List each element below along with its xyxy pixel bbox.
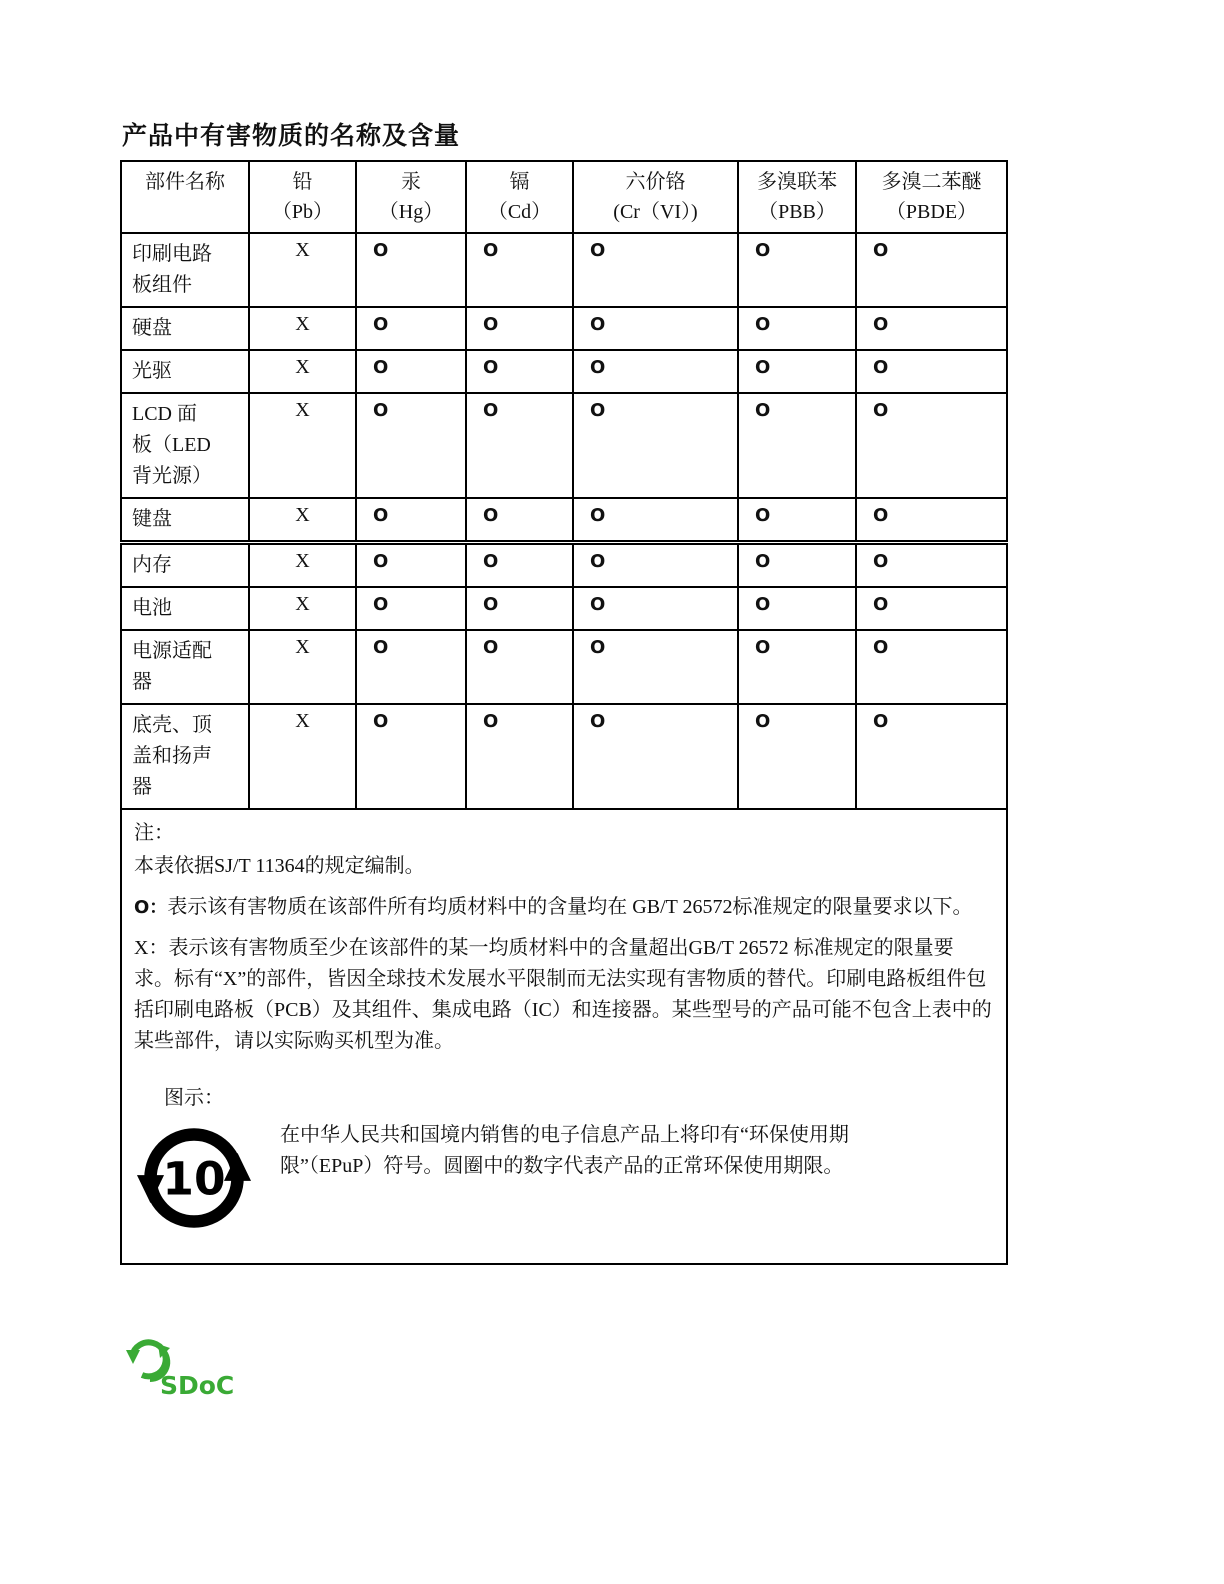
hazardous-substances-table [120, 160, 1008, 1265]
substance-value-o: O [573, 587, 738, 630]
notes-label: 注： [134, 822, 174, 844]
substance-value-x: X [249, 307, 356, 350]
table-header-row [121, 161, 1007, 233]
table-row [121, 498, 1007, 543]
substance-value-o: O [356, 587, 466, 630]
column-header: 汞 （Hg） [356, 161, 466, 233]
substance-value-o: O [573, 393, 738, 498]
substance-value-o: O [573, 630, 738, 704]
substance-value-o: O [466, 233, 573, 307]
substance-value-o: O [738, 498, 856, 543]
substance-value-o: O [356, 307, 466, 350]
substance-value-x: X [249, 233, 356, 307]
substance-value-o: O [856, 587, 1007, 630]
component-name: LCD 面板（LED 背光源） [121, 393, 249, 498]
substance-value-o: O [856, 393, 1007, 498]
substance-value-o: O [356, 393, 466, 498]
substance-value-o: O [738, 307, 856, 350]
column-header: 六价铬 (Cr（VI）) [573, 161, 738, 233]
substance-value-o: O [573, 233, 738, 307]
substance-value-o: O [573, 307, 738, 350]
substance-value-o: O [738, 233, 856, 307]
substance-value-o: O [573, 704, 738, 809]
substance-value-x: X [249, 393, 356, 498]
substance-value-o: O [738, 350, 856, 393]
substance-value-o: O [466, 350, 573, 393]
component-name: 底壳、顶盖和扬声器 [121, 704, 249, 809]
table-row [121, 704, 1007, 809]
epup-legend [136, 1118, 992, 1241]
component-name: 内存 [121, 543, 249, 588]
substance-value-o: O [738, 393, 856, 498]
substance-value-o: O [356, 630, 466, 704]
epup-logo-icon [136, 1120, 252, 1241]
o-definition [134, 892, 992, 923]
substance-value-o: O [856, 350, 1007, 393]
substance-value-o: O [738, 630, 856, 704]
substance-value-o: O [356, 233, 466, 307]
substance-value-o: O [466, 498, 573, 543]
component-name: 印刷电路板组件 [121, 233, 249, 307]
substance-value-o: O [856, 307, 1007, 350]
epup-number: 10 [162, 1152, 226, 1206]
substance-value-o: O [738, 543, 856, 588]
table-row [121, 543, 1007, 588]
substance-value-o: O [573, 498, 738, 543]
column-header: 铅 （Pb） [249, 161, 356, 233]
substance-value-o: O [356, 704, 466, 809]
substance-value-x: X [249, 543, 356, 588]
substance-value-x: X [249, 630, 356, 704]
substance-value-o: O [356, 498, 466, 543]
substance-value-o: O [573, 350, 738, 393]
page-title: 产品中有害物质的名称及含量 [122, 123, 461, 150]
substance-value-x: X [249, 350, 356, 393]
substance-value-o: O [466, 630, 573, 704]
notes-basis: 本表依据SJ/T 11364的规定编制。 [134, 855, 425, 877]
substance-value-o: O [466, 543, 573, 588]
substance-value-o: O [856, 498, 1007, 543]
x-definition [134, 933, 992, 1057]
table-row [121, 350, 1007, 393]
x-marker: X： [134, 937, 169, 959]
substance-value-o: O [356, 350, 466, 393]
component-name: 光驱 [121, 350, 249, 393]
o-marker: O： [134, 897, 168, 918]
table-row [121, 587, 1007, 630]
substance-value-x: X [249, 498, 356, 543]
notes-cell [121, 809, 1007, 1264]
table-row [121, 630, 1007, 704]
substance-value-o: O [856, 630, 1007, 704]
substance-value-o: O [466, 393, 573, 498]
notes-section [134, 818, 992, 1241]
substance-value-o: O [466, 307, 573, 350]
column-header: 多溴联苯 （PBB） [738, 161, 856, 233]
table-row [121, 393, 1007, 498]
component-name: 电源适配器 [121, 630, 249, 704]
o-definition-text: 表示该有害物质在该部件所有均质材料中的含量均在 GB/T 26572标准规定的限量要求以下。 [167, 896, 973, 918]
substance-value-o: O [856, 543, 1007, 588]
component-name: 电池 [121, 587, 249, 630]
substance-value-o: O [466, 587, 573, 630]
substance-value-o: O [738, 704, 856, 809]
substance-value-o: O [356, 543, 466, 588]
substance-value-o: O [856, 704, 1007, 809]
legend-label: 图示： [164, 1087, 224, 1109]
component-name: 硬盘 [121, 307, 249, 350]
column-header: 多溴二苯醚 （PBDE） [856, 161, 1007, 233]
column-header: 镉 （Cd） [466, 161, 573, 233]
substance-value-x: X [249, 704, 356, 809]
x-definition-text: 表示该有害物质至少在该部件的某一均质材料中的含量超出GB/T 26572 标准规定的限量要求。标有“X”的部件，皆因全球技术发展水平限制而无法实现有害物质的替代。印刷电路板组件包括印刷电路板（PCB）及其组件、集成电路（IC）和连接器。某些型号的产品可能不包含上表中的某些部件，请以实际购买机型为准。 [134, 937, 992, 1052]
rohs-content [120, 116, 1006, 1265]
table-row [121, 233, 1007, 307]
column-header: 部件名称 [121, 161, 249, 233]
sdoc-logo-text: SDoC [160, 1371, 235, 1400]
component-name: 键盘 [121, 498, 249, 543]
substance-value-o: O [466, 704, 573, 809]
substance-value-o: O [573, 543, 738, 588]
substance-value-x: X [249, 587, 356, 630]
substance-value-o: O [738, 587, 856, 630]
table-row [121, 307, 1007, 350]
substance-value-o: O [856, 233, 1007, 307]
sdoc-logo [116, 1326, 256, 1402]
notes-row [121, 809, 1007, 1264]
legend-text: 在中华人民共和国境内销售的电子信息产品上将印有“环保使用期限”（EPuP）符号。圆圈中的数字代表产品的正常环保使用期限。 [280, 1124, 849, 1177]
